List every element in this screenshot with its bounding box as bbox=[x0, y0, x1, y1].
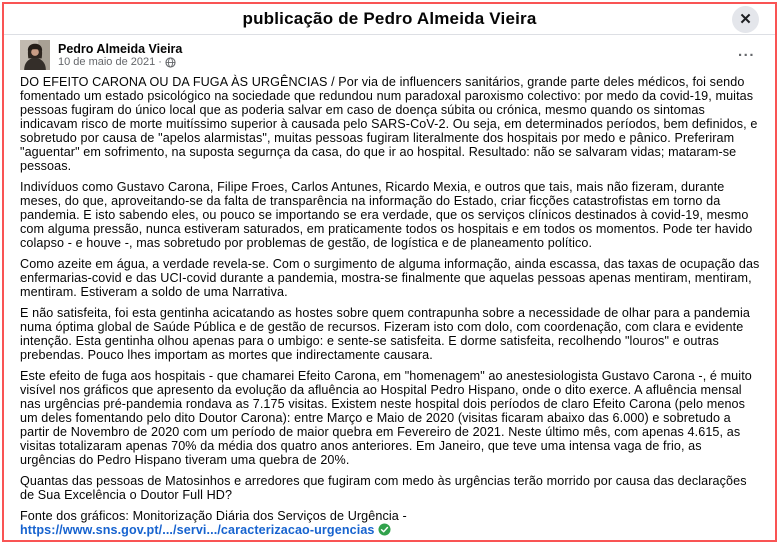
post-date-text[interactable]: 10 de maio de 2021 · bbox=[58, 55, 162, 68]
author-row bbox=[4, 35, 775, 72]
author-meta bbox=[58, 42, 734, 69]
dialog-header bbox=[4, 4, 775, 35]
post-source bbox=[20, 509, 760, 539]
post-options-button[interactable] bbox=[734, 44, 759, 67]
post-paragraph: E não satisfeita, foi esta gentinha acicatando as hostes sobre quem contrapunha sobre a necessidade de olhar para a pandemia numa óptima global de Saúde Pública e de gestão de recursos. Fizeram isto com dolo, com coordenação, com clara e evidente intenção. Esta gentinha olhou apenas para o umbigo: e sente-se satisfeita. E dorme satisfeita, recolhendo "louros" e outras prebendas. Pouco lhes importam as mortes que indirectamente causara. bbox=[20, 306, 751, 362]
post-dialog bbox=[2, 2, 777, 542]
ellipsis-icon: ... bbox=[737, 42, 755, 60]
post-paragraph: Quantas das pessoas de Matosinhos e arredores que fugiram com medo às urgências terão morrido por causa das declarações de Sua Excelência o Doutor Full HD? bbox=[20, 474, 747, 502]
close-icon: ✕ bbox=[739, 11, 752, 28]
post-paragraph: Este efeito de fuga aos hospitais - que chamarei Efeito Carona, em "homenagem" ao anestesiologista Gustavo Carona -, é muito visível nos gráficos que apresento da evolução da afluência ao Hospital Pedro Hispano, onde o dito exerce. A afluência mensal nas urgências pré-pandemia rondava as 7.175 visitas. Existem neste hospital dois períodos de claro Efeito Carona (pelo menos um deles fomentando pelo dito Doutor Carona): entre Março e Maio de 2020 (visitas ficaram abaixo das 6.000) e sobretudo a partir de Novembro de 2020 com um período de maior quebra em Fevereiro de 2021. Neste último mês, com apenas 4.615, as visitas totalizaram apenas 70% da média dos quatro anos anteriores. Em Janeiro, que teve uma intensa vaga de frio, as urgências do Pedro Hispano tiveram uma quebra de 20%. bbox=[20, 369, 752, 467]
source-text: Fonte dos gráficos: Monitorização Diária dos Serviços de Urgência - bbox=[20, 509, 407, 523]
avatar-image bbox=[20, 40, 50, 70]
avatar[interactable] bbox=[20, 40, 50, 70]
post-date bbox=[58, 56, 734, 69]
source-link[interactable]: https://www.sns.gov.pt/.../servi.../caracterizacao-urgencias bbox=[20, 523, 375, 537]
post-body bbox=[4, 72, 775, 545]
source-link-line bbox=[20, 523, 760, 539]
post-paragraph: Como azeite em água, a verdade revela-se. Com o surgimento de alguma informação, ainda escassa, das taxas de ocupação das enfermarias-covid e das UCI-covid durante a pandemia, mostra-se finalmente que aquelas pessoas apenas mentiram, mentiram, mentiram. Estiveram a soldo de uma Narrativa. bbox=[20, 257, 760, 299]
globe-icon bbox=[165, 57, 176, 68]
author-name[interactable]: Pedro Almeida Vieira bbox=[58, 41, 183, 56]
close-button[interactable] bbox=[732, 6, 759, 33]
post-paragraph: DO EFEITO CARONA OU DA FUGA ÀS URGÊNCIAS / Por via de influencers sanitários, grande parte deles médicos, foi sendo fomentado um estado psicológico na sociedade que redundou num paradoxal paroxismo colectivo: por medo da covid-19, muitas pessoas fugiram do único local que as poderia salvar em caso de doença súbita ou crónica, mesmo quando os sintomas indicavam risco de morte muitíssimo superior à causada pelo SARS-CoV-2. Ou seja, em determinados períodos, bem definidos, e sobretudo por causa de "apelos alarmistas", muitas pessoas fugiram literalmente dos hospitais por medo e pânico. Preferiram "aguentar" em sofrimento, na suposta segurnça da casa, do que ir ao hospital. Resultado: não se salvaram vidas; mataram-se pessoas. bbox=[20, 75, 758, 173]
verified-check-icon bbox=[378, 523, 391, 539]
dialog-title: publicação de Pedro Almeida Vieira bbox=[242, 9, 537, 28]
post-paragraph: Indivíduos como Gustavo Carona, Filipe Froes, Carlos Antunes, Ricardo Mexia, e outros que tais, mais não fizeram, durante meses, do que, aproveitando-se da falta de transparência na informação do Estado, criar ficções catastrofistas em torno da pandemia. E isto sabendo eles, ou pouco se importando se era verdade, que os serviços clínicos destinados à covid-19, mesmo com alguma pressão, nunca estiveram saturados, em praticamente todos os hospitais e em todos os momentos. Pode ter havido colapso - e houve -, mas sobretudo por problemas de gestão, de logística e de planeamento político. bbox=[20, 180, 753, 250]
